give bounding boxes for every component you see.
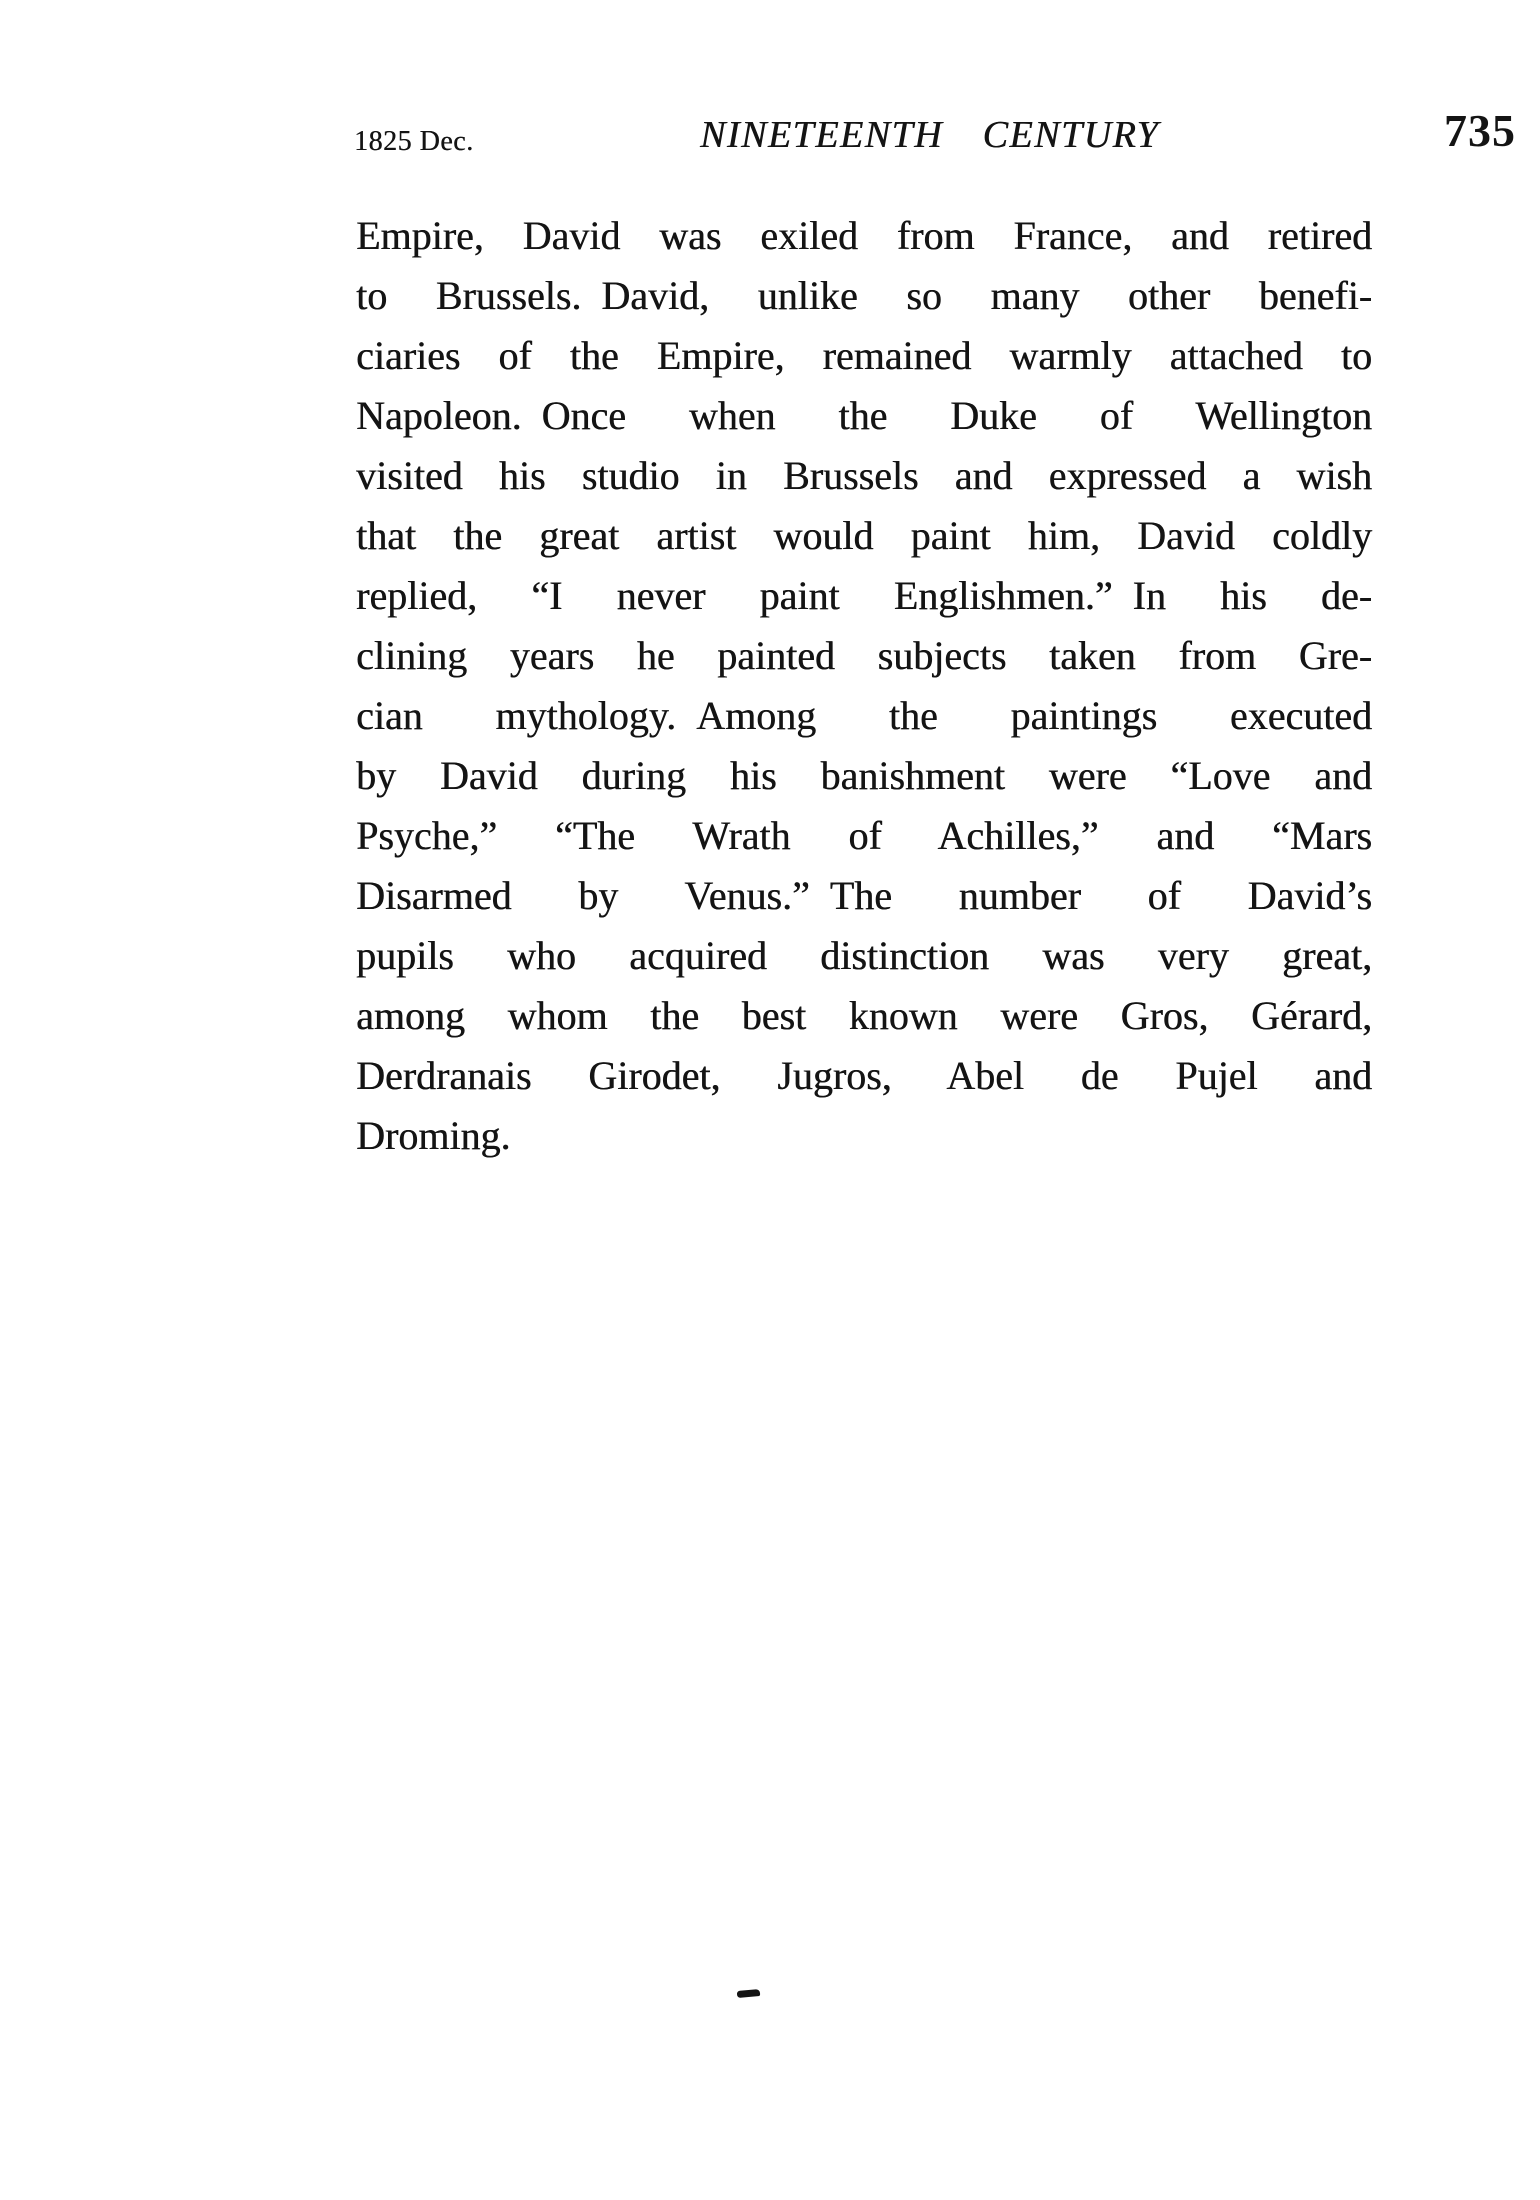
text-line: Droming. bbox=[356, 1113, 511, 1158]
text-line: that the great artist would paint him, David coldly bbox=[356, 513, 1372, 558]
text-line: Derdranais Girodet, Jugros, Abel de Pujel and bbox=[356, 1053, 1372, 1098]
ink-mark bbox=[737, 1989, 761, 1998]
text-line: pupils who acquired distinction was very great, bbox=[356, 933, 1372, 978]
text-line: by David during his banishment were “Love and bbox=[356, 753, 1372, 798]
text-line: Psyche,” “The Wrath of Achilles,” and “Mars bbox=[356, 813, 1372, 858]
text-line: ciaries of the Empire, remained warmly attached to bbox=[356, 333, 1372, 378]
text-line: to Brussels. David, unlike so many other benefi- bbox=[356, 273, 1372, 318]
page-number: 735 bbox=[1444, 105, 1516, 156]
text-line: Napoleon. Once when the Duke of Wellington bbox=[356, 393, 1372, 438]
body-text bbox=[356, 206, 1372, 1166]
running-title: NINETEENTH CENTURY bbox=[700, 114, 1160, 156]
text-line: cian mythology. Among the paintings executed bbox=[356, 693, 1372, 738]
text-line: Empire, David was exiled from France, and retired bbox=[356, 213, 1372, 258]
text-line: among whom the best known were Gros, Gérard, bbox=[356, 993, 1372, 1038]
text-line: Disarmed by Venus.” The number of David’s bbox=[356, 873, 1372, 918]
text-line: replied, “I never paint Englishmen.” In his de- bbox=[356, 573, 1372, 618]
header-date: 1825 Dec. bbox=[354, 126, 474, 157]
text-line: visited his studio in Brussels and expressed a wish bbox=[356, 453, 1372, 498]
text-line: clining years he painted subjects taken from Gre- bbox=[356, 633, 1372, 678]
